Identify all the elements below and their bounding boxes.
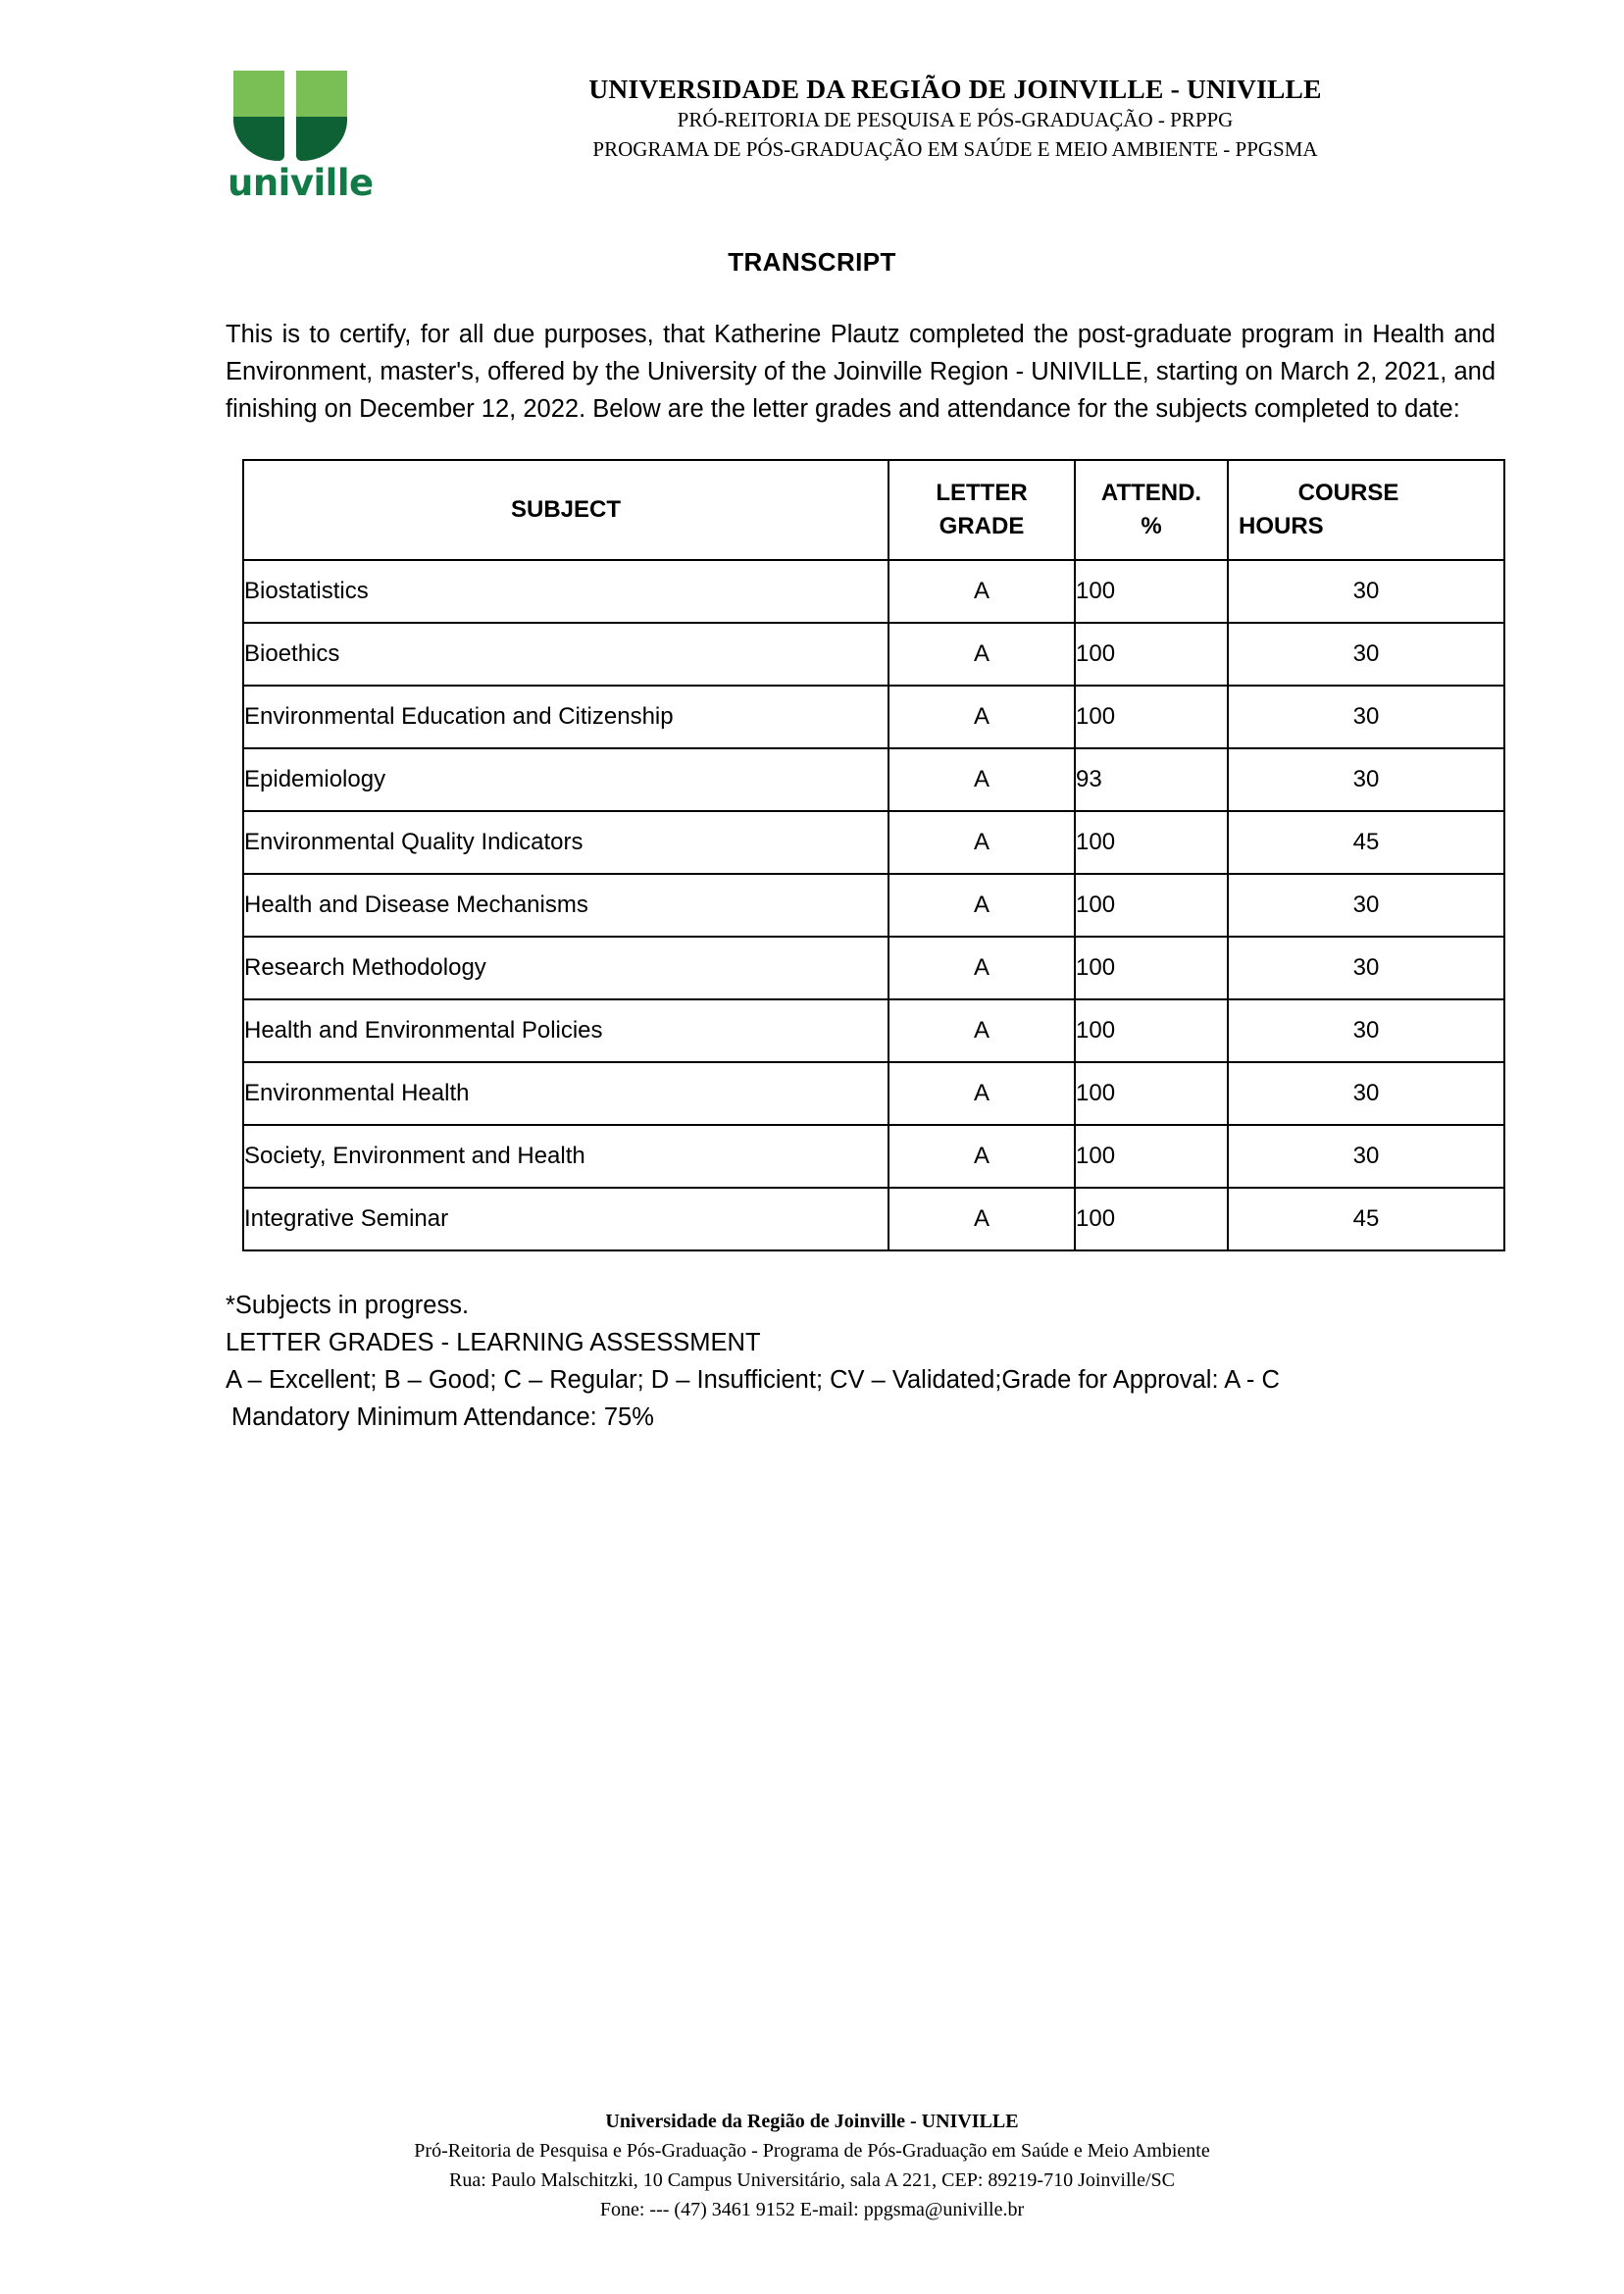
cell-attendance: 93 (1075, 748, 1228, 811)
institution-name: UNIVERSIDADE DA REGIÃO DE JOINVILLE - UNIVILLE (588, 74, 1322, 104)
cell-course-hours: 30 (1228, 1125, 1504, 1188)
leaf-book-logo-icon (233, 71, 347, 161)
column-header-course-hours (1228, 460, 1504, 560)
cell-attendance: 100 (1075, 811, 1228, 874)
cell-letter-grade: A (888, 748, 1075, 811)
document-header (0, 71, 1624, 204)
cell-course-hours: 30 (1228, 686, 1504, 748)
cell-attendance: 100 (1075, 1125, 1228, 1188)
cell-course-hours: 45 (1228, 811, 1504, 874)
cell-subject: Environmental Health (243, 1062, 888, 1125)
column-header-attendance (1075, 460, 1228, 560)
cell-subject: Health and Environmental Policies (243, 999, 888, 1062)
column-header-course-hours-line1: COURSE (1297, 480, 1399, 506)
column-header-course-hours-line2: HOURS (1239, 513, 1324, 539)
cell-attendance: 100 (1075, 560, 1228, 623)
logo-petal-bottom-right (296, 117, 347, 161)
cell-course-hours: 30 (1228, 937, 1504, 999)
footer-contact: Fone: --- (47) 3461 9152 E-mail: ppgsma@univille.br (599, 2199, 1025, 2220)
cell-course-hours: 45 (1228, 1188, 1504, 1250)
cell-attendance: 100 (1075, 686, 1228, 748)
cell-subject: Research Methodology (243, 937, 888, 999)
column-header-letter-grade-line1: LETTER (936, 480, 1028, 506)
cell-course-hours: 30 (1228, 748, 1504, 811)
column-header-attendance-line2: % (1141, 513, 1162, 539)
cell-letter-grade: A (888, 686, 1075, 748)
cell-subject: Environmental Quality Indicators (243, 811, 888, 874)
cell-course-hours: 30 (1228, 999, 1504, 1062)
cell-course-hours: 30 (1228, 560, 1504, 623)
column-header-attendance-labels (1076, 477, 1227, 543)
cell-attendance: 100 (1075, 874, 1228, 937)
column-header-subject (243, 460, 888, 560)
cell-course-hours: 30 (1228, 623, 1504, 686)
note-minimum-attendance: Mandatory Minimum Attendance: 75% (231, 1403, 654, 1431)
logo-petal-bottom-left (233, 117, 284, 161)
logo-petal-top-right (296, 71, 347, 120)
cell-subject: Bioethics (243, 623, 888, 686)
table-body (243, 560, 1504, 1250)
note-letter-grades-heading: LETTER GRADES - LEARNING ASSESSMENT (226, 1329, 761, 1356)
table-row (243, 686, 1504, 748)
table-header (243, 460, 1504, 560)
cell-attendance: 100 (1075, 1188, 1228, 1250)
footer-institution: Universidade da Região de Joinville - UNIVILLE (605, 2111, 1019, 2132)
footer-address: Rua: Paulo Malschitzki, 10 Campus Universitário, sala A 221, CEP: 89219-710 Joinville/SC (449, 2169, 1175, 2191)
table-row (243, 1188, 1504, 1250)
cell-letter-grade: A (888, 560, 1075, 623)
column-header-attendance-line1: ATTEND. (1100, 480, 1202, 506)
column-header-letter-grade-labels (889, 477, 1074, 543)
table-row (243, 937, 1504, 999)
note-subjects-in-progress: *Subjects in progress. (226, 1292, 470, 1319)
table-row (243, 874, 1504, 937)
cell-attendance: 100 (1075, 937, 1228, 999)
grading-notes (226, 1287, 1500, 1436)
grades-table (242, 459, 1505, 1251)
univille-logo (228, 71, 482, 204)
cell-subject: Integrative Seminar (243, 1188, 888, 1250)
office-name: PRÓ-REITORIA DE PESQUISA E PÓS-GRADUAÇÃO - PRPPG (677, 108, 1234, 132)
document-footer (0, 2107, 1624, 2224)
cell-subject: Society, Environment and Health (243, 1125, 888, 1188)
cell-letter-grade: A (888, 1062, 1075, 1125)
table-row (243, 811, 1504, 874)
table-header-row (243, 460, 1504, 560)
logo-wordmark: univille (228, 162, 374, 204)
cell-course-hours: 30 (1228, 1062, 1504, 1125)
page-title: TRANSCRIPT (728, 247, 896, 277)
cell-subject: Environmental Education and Citizenship (243, 686, 888, 748)
table-row (243, 748, 1504, 811)
cell-letter-grade: A (888, 623, 1075, 686)
cell-attendance: 100 (1075, 623, 1228, 686)
table-row (243, 1062, 1504, 1125)
footer-program: Pró-Reitoria de Pesquisa e Pós-Graduação - Programa de Pós-Graduação em Saúde e Meio Ambiente (414, 2140, 1210, 2162)
header-titles (482, 73, 1624, 165)
cell-subject: Health and Disease Mechanisms (243, 874, 888, 937)
cell-letter-grade: A (888, 937, 1075, 999)
cell-attendance: 100 (1075, 1062, 1228, 1125)
column-header-subject-label: SUBJECT (510, 496, 622, 523)
table-row (243, 999, 1504, 1062)
column-header-letter-grade-line2: GRADE (939, 513, 1025, 539)
cell-subject: Biostatistics (243, 560, 888, 623)
cell-letter-grade: A (888, 811, 1075, 874)
table-row (243, 1125, 1504, 1188)
table-row (243, 560, 1504, 623)
table-row (243, 623, 1504, 686)
cell-course-hours: 30 (1228, 874, 1504, 937)
cell-letter-grade: A (888, 1188, 1075, 1250)
column-header-course-hours-labels (1229, 477, 1503, 543)
logo-petal-top-left (233, 71, 284, 120)
program-name: PROGRAMA DE PÓS-GRADUAÇÃO EM SAÚDE E MEIO AMBIENTE - PPGSMA (592, 137, 1318, 162)
certification-paragraph: This is to certify, for all due purposes, that Katherine Plautz completed the post-graduate program in Health and Environment, master's, offered by the University of the Joinville Region - UNIVILLE, starting on March 2, 2021, and finishing on December 12, 2022. Below are the letter grades and attendance for the subjects completed to date: (226, 321, 1496, 423)
cell-attendance: 100 (1075, 999, 1228, 1062)
cell-subject: Epidemiology (243, 748, 888, 811)
cell-letter-grade: A (888, 999, 1075, 1062)
cell-letter-grade: A (888, 1125, 1075, 1188)
note-grade-legend: A – Excellent; B – Good; C – Regular; D – Insufficient; CV – Validated;Grade for Approval: A - C (226, 1366, 1280, 1394)
cell-letter-grade: A (888, 874, 1075, 937)
column-header-letter-grade (888, 460, 1075, 560)
